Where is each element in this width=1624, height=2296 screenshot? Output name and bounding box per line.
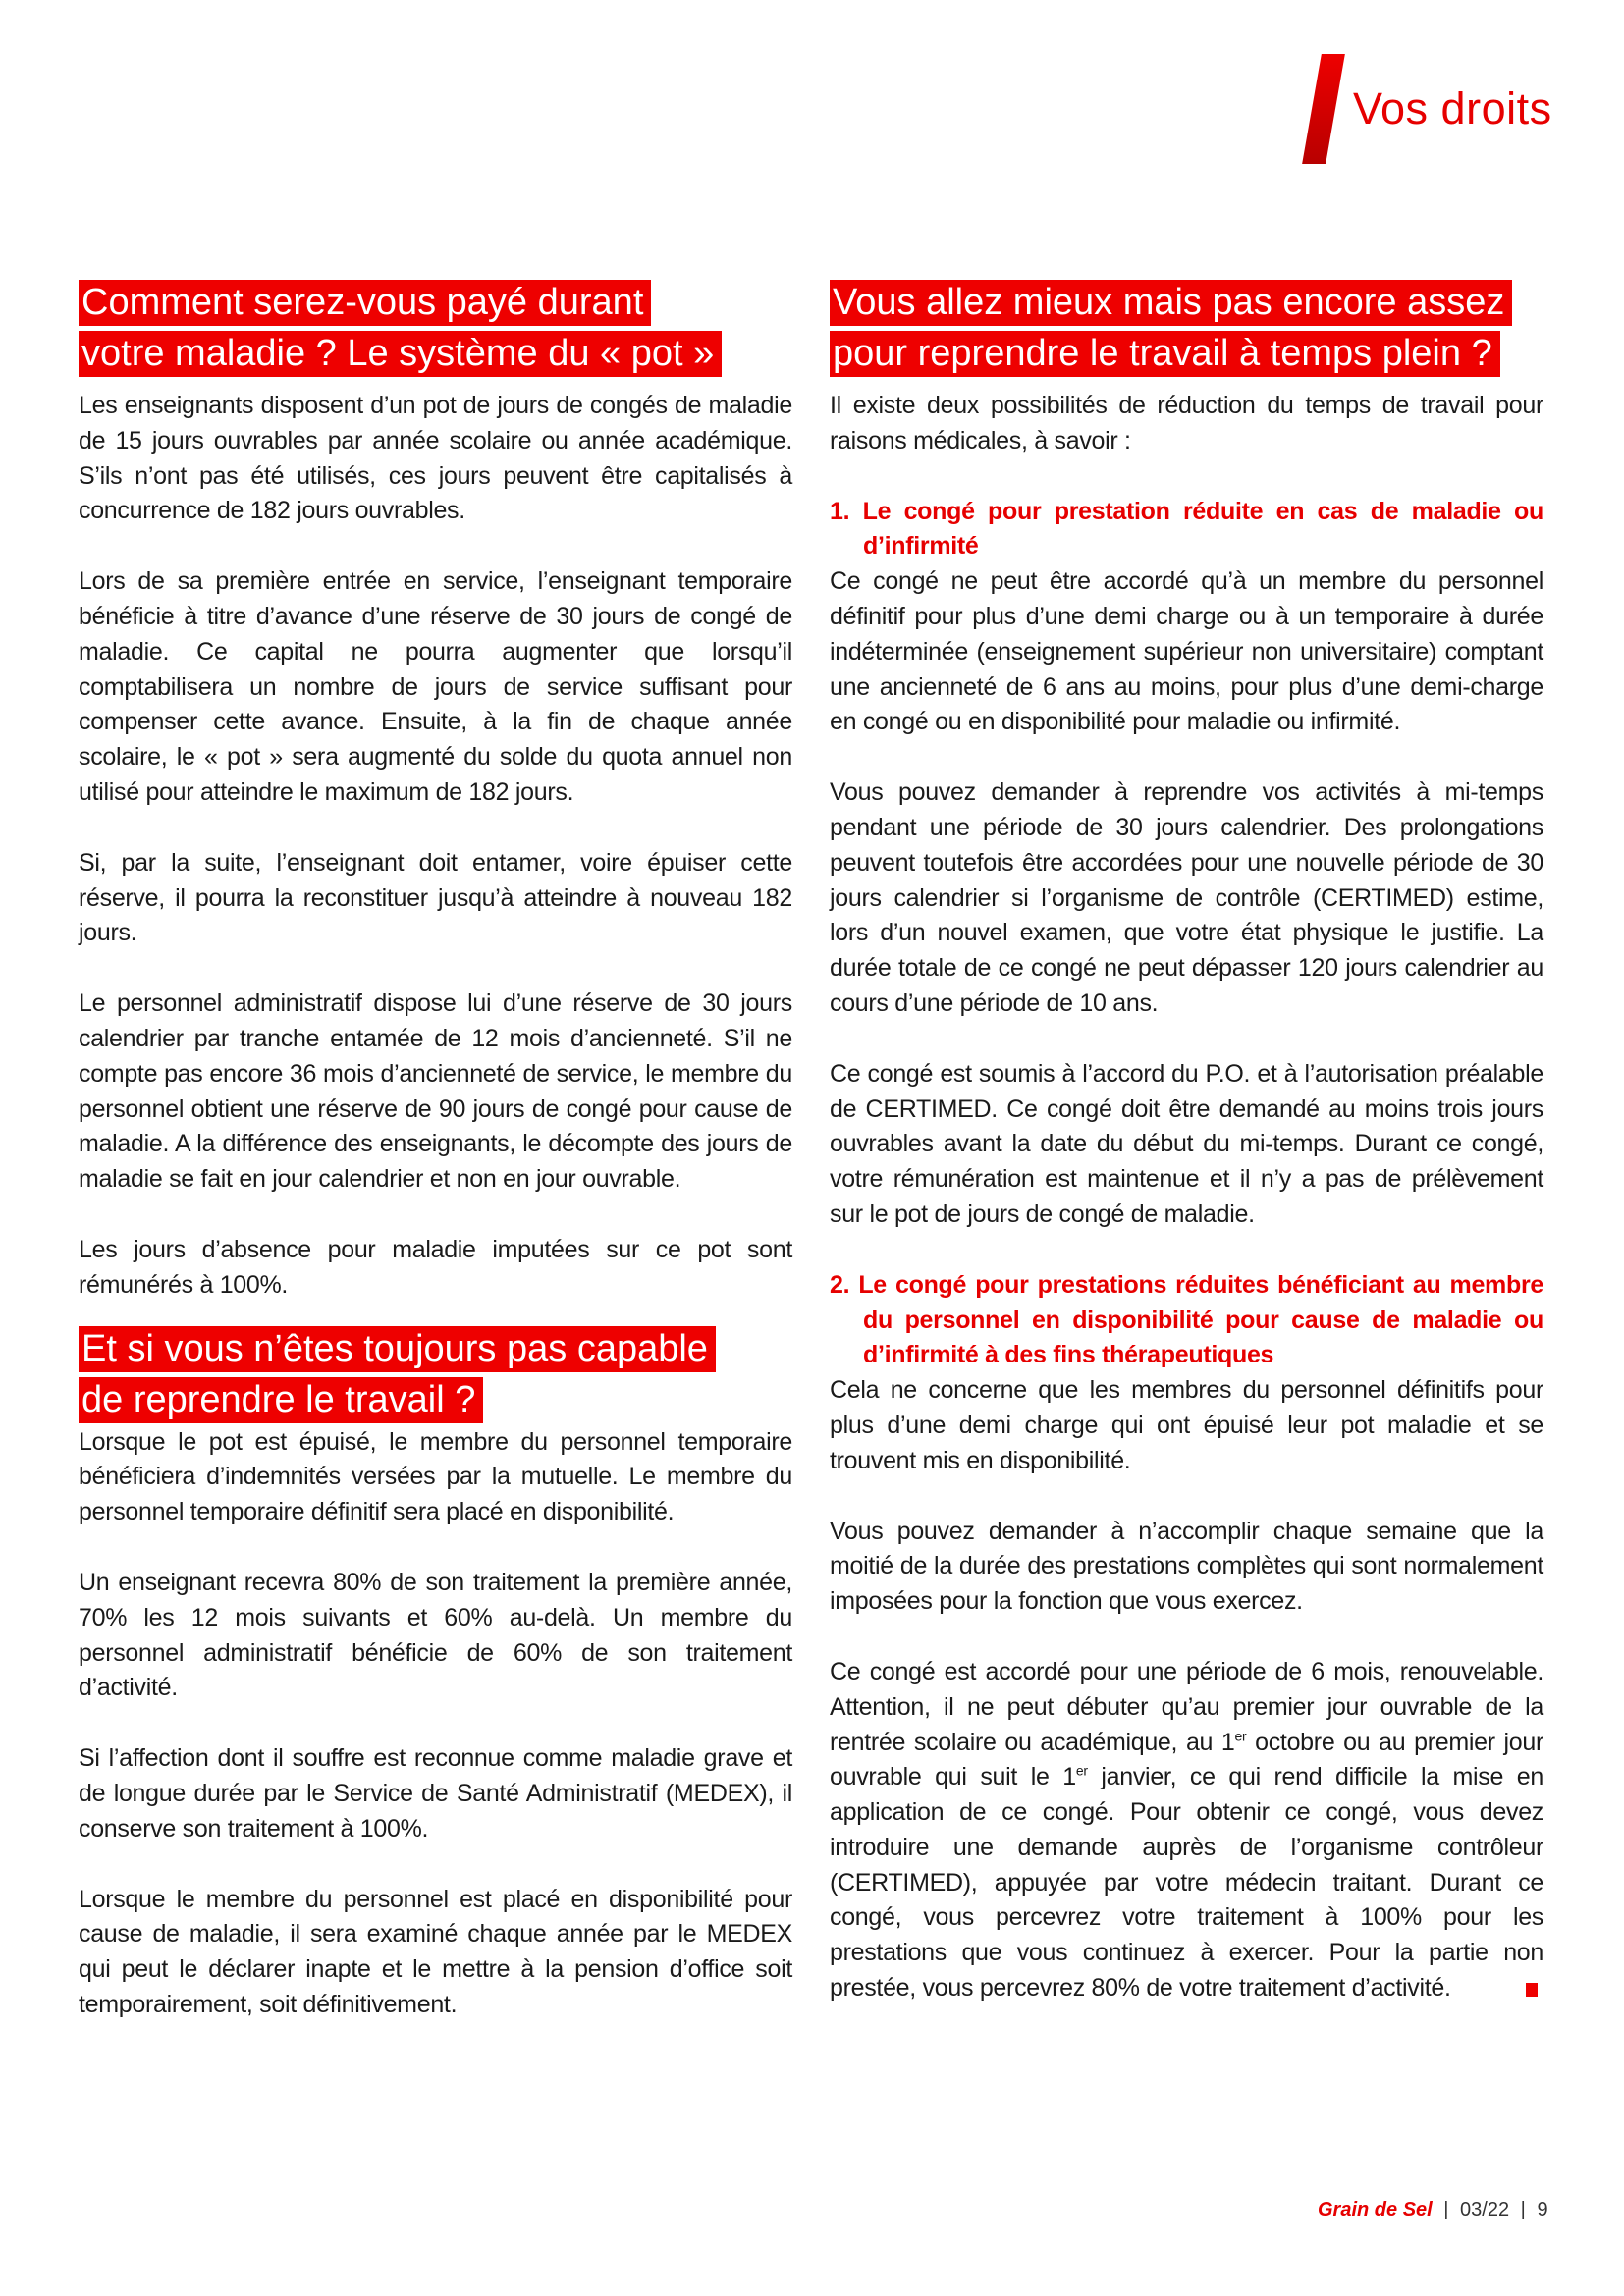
paragraph: Les jours d’absence pour maladie imputées sur ce pot sont rémunérés à 100%. <box>79 1235 792 1299</box>
paragraph-last: Ce congé est accordé pour une période de 6 mois, renouvelable. Attention, il ne peut débuter qu’au premier jour ouvrable de la rentrée scolaire ou académique, au 1er octobre ou au premier jour ouvrable qui suit le 1er janvier, ce qui rend difficile la mise en application de ce congé. Pour obtenir ce congé, vous devez introduire une demande auprès de l’organisme contrôleur (CERTIMED), appuyée par votre médecin traitant. Durant ce congé, vous percevrez votre traitement à 100% pour les prestations que vous continuez à exercer. Pour la partie non prestée, vous percevrez 80% de votre traitement d’activité. <box>830 1657 1543 2002</box>
page-footer <box>1318 2199 1548 2221</box>
heading-still-unable: Et si vous n’êtes toujours pas capable de reprendre le travail ? <box>79 1323 792 1425</box>
end-of-article-square-icon <box>1526 1983 1538 1997</box>
intro-paragraph: Il existe deux possibilités de réduction du temps de travail pour raisons médicales, à savoir : <box>830 392 1543 454</box>
paragraph: Un enseignant recevra 80% de son traitement la première année, 70% les 12 mois suivants et 60% au-delà. Un membre du personnel administratif bénéficie de 60% de son traitement d’activité. <box>79 1568 792 1702</box>
subheading-item-2: 2. Le congé pour prestations réduites bénéficiant au membre du personnel en disponibilité pour cause de maladie ou d’infirmité à des fins thérapeutiques <box>830 1270 1543 1369</box>
heading-pot-system: Comment serez-vous payé durant votre maladie ? Le système du « pot » <box>79 277 792 379</box>
subheading-item-1: 1. Le congé pour prestation réduite en cas de maladie ou d’infirmité <box>830 497 1543 561</box>
paragraph: Lors de sa première entrée en service, l’enseignant temporaire bénéficie à titre d’avance d’une réserve de 30 jours de congé de maladie. Ce capital ne pourra augmenter que lorsqu’il comptabilisera un nombre de jours de service suffisant pour compenser cette avance. Ensuite, à la fin de chaque année scolaire, le « pot » sera augmenté du solde du quota annuel non utilisé pour atteindre le maximum de 182 jours. <box>79 567 792 806</box>
left-column <box>79 277 792 2023</box>
paragraph: Lorsque le pot est épuisé, le membre du personnel temporaire bénéficiera d’indemnités versées par la mutuelle. Le membre du personnel temporaire définitif sera placé en disponibilité. <box>79 1427 792 1526</box>
paragraph: Le personnel administratif dispose lui d’une réserve de 30 jours calendrier par tranche entamée de 12 mois d’ancienneté. S’il ne compte pas encore 36 mois d’ancienneté de service, le membre du personnel obtient une réserve de 90 jours de congé pour cause de maladie. A la différence des enseignants, le décompte des jours de maladie se fait en jour calendrier et non en jour ouvrable. <box>79 989 792 1194</box>
paragraph: Ce congé est soumis à l’accord du P.O. et à l’autorisation préalable de CERTIMED. Ce congé doit être demandé au moins trois jours ouvrables avant la date du début du mi-temps. Durant ce congé, votre rémunération est maintenue et il n’y a pas de prélèvement sur le pot de jours de congé de maladie. <box>830 1059 1543 1228</box>
footer-separator: | <box>1520 2199 1526 2220</box>
paragraph: Vous pouvez demander à n’accomplir chaque semaine que la moitié de la durée des prestations complètes qui sont normalement imposées pour la fonction que vous exercez. <box>830 1517 1543 1616</box>
paragraph: Si l’affection dont il souffre est reconnue comme maladie grave et de longue durée par le Service de Santé Administratif (MEDEX), il conserve son traitement à 100%. <box>79 1744 792 1842</box>
footer-separator: | <box>1443 2199 1449 2220</box>
paragraph: Lorsque le membre du personnel est placé en disponibilité pour cause de maladie, il sera examiné chaque année par le MEDEX qui peut le déclarer inapte et le mettre à la pension d’office soit temporairement, soit définitivement. <box>79 1885 792 2018</box>
right-column <box>830 277 1543 2006</box>
heading-reduced-work: Vous allez mieux mais pas encore assez pour reprendre le travail à temps plein ? <box>830 277 1543 379</box>
red-slash-icon <box>1302 54 1345 164</box>
paragraph: Vous pouvez demander à reprendre vos activités à mi-temps pendant une période de 30 jours calendrier. Des prolongations peuvent toutefois être accordées pour une nouvelle période de 30 jours calendrier si l’organisme de contrôle (CERTIMED) estime, lors d’un nouvel examen, que votre état physique le justifie. La durée totale de ce congé ne peut dépasser 120 jours calendrier au cours d’une période de 10 ans. <box>830 778 1543 1017</box>
paragraph: Ce congé ne peut être accordé qu’à un membre du personnel définitif pour plus d’une demi charge ou à un temporaire à durée indéterminée (enseignement supérieur non universitaire) comptant une ancienneté de 6 ans au moins, pour plus d’une demi-charge en congé ou en disponibilité pour maladie ou infirmité. <box>830 567 1543 736</box>
page-number: 9 <box>1537 2199 1548 2220</box>
magazine-name: Grain de Sel <box>1318 2199 1433 2220</box>
paragraph: Les enseignants disposent d’un pot de jours de congés de maladie de 15 jours ouvrables par année scolaire ou année académique. S’ils n’ont pas été utilisés, ces jours peuvent être capitalisés à concurrence de 182 jours ouvrables. <box>79 392 792 525</box>
section-label: Vos droits <box>1353 83 1552 133</box>
issue-number: 03/22 <box>1460 2199 1510 2220</box>
paragraph: Cela ne concerne que les membres du personnel définitifs pour plus d’une demi charge qui ont épuisé leur pot maladie et se trouvent mis en disponibilité. <box>830 1376 1543 1474</box>
paragraph: Si, par la suite, l’enseignant doit entamer, voire épuiser cette réserve, il pourra la reconstituer jusqu’à atteindre à nouveau 182 jours. <box>79 848 792 947</box>
